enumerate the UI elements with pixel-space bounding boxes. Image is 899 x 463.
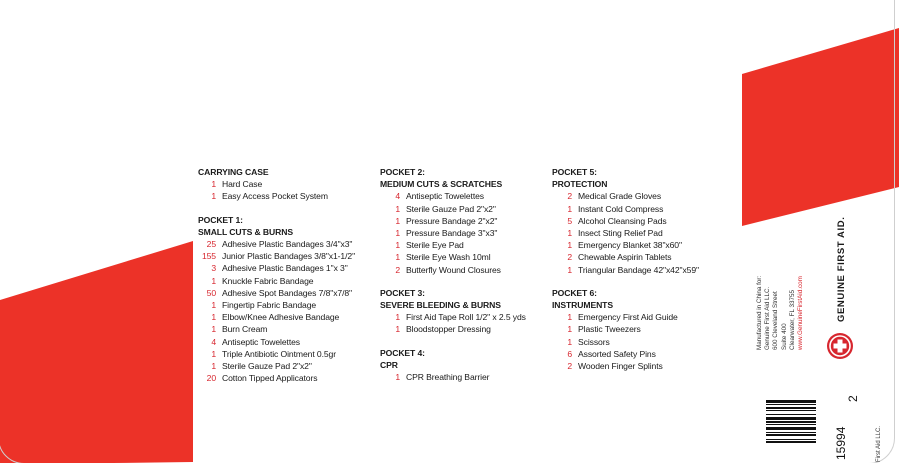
barcode-bar: [766, 439, 816, 440]
list-item: [198, 287, 378, 299]
item-description: Emergency First Aid Guide: [578, 312, 678, 323]
barcode-bar: [766, 441, 816, 443]
item-description: Junior Plastic Bandages 3/8"x1-1/2": [222, 251, 356, 262]
item-description: Sterile Gauze Pad 2"x2": [406, 203, 496, 214]
item-description: Pressure Bandage 3"x3": [406, 228, 498, 239]
item-description: Burn Cream: [222, 324, 268, 335]
item-quantity: 1: [567, 336, 572, 347]
list-item: [552, 311, 742, 323]
item-description: Triangular Bandage 42"x42"x59": [578, 264, 699, 275]
item-description: Adhesive Plastic Bandages 3/4"x3": [222, 239, 353, 250]
section-heading: POCKET 2:: [380, 167, 425, 177]
section-heading: POCKET 4:: [380, 347, 425, 358]
barcode-bar: [766, 410, 816, 411]
barcode-bar: [766, 404, 816, 405]
item-quantity: 1: [395, 240, 400, 251]
list-item: [198, 178, 378, 190]
item-quantity: 1: [395, 372, 400, 383]
item-description: Fingertip Fabric Bandage: [222, 300, 317, 311]
barcode-bar: [766, 407, 816, 409]
item-description: Pressure Bandage 2"x2": [406, 215, 498, 226]
item-description: Antiseptic Towelettes: [406, 191, 484, 202]
item-quantity: 155: [201, 251, 216, 262]
item-description: Triple Antibiotic Ointment 0.5gr: [222, 348, 336, 359]
list-item: [552, 251, 742, 263]
barcode: [766, 398, 816, 458]
item-quantity: 1: [211, 179, 216, 190]
barcode-bar: [766, 427, 816, 430]
item-description: Adhesive Plastic Bandages 1"x 3": [222, 263, 348, 274]
item-description: Butterfly Wound Closures: [406, 264, 501, 275]
item-description: Knuckle Fabric Bandage: [222, 275, 314, 286]
item-quantity: 1: [395, 228, 400, 239]
item-quantity: 1: [211, 300, 216, 311]
barcode-bar: [766, 424, 816, 425]
section-heading: POCKET 6:: [552, 287, 597, 298]
manufacturer-line: 600 Cleveland Street: [772, 291, 780, 350]
barcode-bar: [766, 432, 816, 433]
list-item: [380, 251, 550, 263]
manufacturer-line: Suite 400: [780, 323, 788, 350]
contents-section: [380, 287, 550, 336]
item-quantity: 1: [567, 240, 572, 251]
item-description: Chewable Aspirin Tablets: [578, 252, 672, 263]
item-description: First Aid Tape Roll 1/2" x 2.5 yds: [406, 312, 526, 323]
list-item: [380, 264, 550, 276]
list-item: [198, 336, 378, 348]
item-quantity: 4: [395, 191, 400, 202]
barcode-bar: [766, 434, 816, 436]
brand-name: GENUINE FIRST AID.: [836, 216, 847, 322]
barcode-bar: [766, 421, 816, 423]
item-quantity: 1: [395, 312, 400, 323]
item-quantity: 2: [567, 191, 572, 202]
list-item: [198, 238, 378, 250]
list-item: [198, 323, 378, 335]
section-heading: POCKET 5:: [552, 167, 597, 177]
barcode-bar: [766, 414, 816, 415]
list-item: [198, 348, 378, 360]
section-heading: PROTECTION: [552, 179, 608, 190]
item-quantity: 1: [567, 228, 572, 239]
manufacturer-info: [756, 220, 816, 350]
list-item: [552, 215, 742, 227]
barcode-bar: [766, 417, 816, 420]
item-quantity: 1: [211, 348, 216, 359]
item-description: Sterile Eye Wash 10ml: [406, 252, 491, 263]
list-item: [380, 190, 550, 202]
item-quantity: 1: [567, 324, 572, 335]
barcode-bar: [766, 400, 816, 403]
section-heading: CPR: [380, 359, 398, 370]
contents-section: [552, 166, 742, 276]
list-item: [552, 336, 742, 348]
item-description: Sterile Gauze Pad 2"x2": [222, 361, 312, 372]
section-heading: CARRYING CASE: [198, 167, 269, 177]
contents-column: [552, 166, 742, 383]
manufacturer-url: www.GenuineFirstAid.com: [797, 276, 805, 350]
contents-section: [552, 287, 742, 372]
item-quantity: 20: [206, 373, 216, 384]
contents-section: [198, 214, 378, 385]
item-quantity: 1: [567, 203, 572, 214]
item-description: Scissors: [578, 336, 610, 347]
item-quantity: 2: [567, 361, 572, 372]
item-description: Medical Grade Gloves: [578, 191, 662, 202]
item-description: Sterile Eye Pad: [406, 240, 464, 251]
item-quantity: 1: [395, 252, 400, 263]
item-description: Wooden Finger Splints: [578, 361, 663, 372]
list-item: [198, 250, 378, 262]
item-quantity: 2: [567, 252, 572, 263]
list-item: [552, 323, 742, 335]
list-item: [380, 311, 550, 323]
contents-section: [380, 166, 550, 276]
item-quantity: 1: [211, 312, 216, 323]
item-quantity: 6: [567, 348, 572, 359]
contents-section: [198, 166, 378, 203]
item-description: Emergency Blanket 38"x60": [578, 240, 682, 251]
list-item: [380, 239, 550, 251]
item-description: Elbow/Knee Adhesive Bandage: [222, 312, 340, 323]
item-quantity: 1: [211, 191, 216, 202]
section-heading: SEVERE BLEEDING & BURNS: [380, 300, 501, 311]
item-description: Alcohol Cleansing Pads: [578, 215, 667, 226]
item-description: Assorted Safety Pins: [578, 348, 656, 359]
list-item: [198, 190, 378, 202]
item-description: Antiseptic Towelettes: [222, 336, 300, 347]
item-description: Insect Sting Relief Pad: [578, 228, 663, 239]
list-item: [380, 215, 550, 227]
barcode-check-digit: 2: [846, 395, 860, 402]
list-item: [380, 371, 550, 383]
item-description: Hard Case: [222, 179, 263, 190]
item-description: Easy Access Pocket System: [222, 191, 328, 202]
item-quantity: 50: [206, 287, 216, 298]
list-item: [380, 227, 550, 239]
section-heading: POCKET 1:: [198, 214, 243, 225]
list-item: [380, 203, 550, 215]
list-item: [198, 262, 378, 274]
list-item: [198, 360, 378, 372]
list-item: [552, 239, 742, 251]
item-quantity: 4: [211, 336, 216, 347]
item-description: Bloodstopper Dressing: [406, 324, 491, 335]
item-description: Plastic Tweezers: [578, 324, 641, 335]
list-item: [198, 311, 378, 323]
item-quantity: 3: [211, 263, 216, 274]
item-quantity: 5: [567, 215, 572, 226]
item-quantity: 25: [206, 239, 216, 250]
list-item: [552, 203, 742, 215]
contents-column: [380, 166, 550, 394]
list-item: [198, 372, 378, 384]
section-heading: POCKET 3:: [380, 287, 425, 298]
item-quantity: 1: [395, 215, 400, 226]
list-item: [198, 275, 378, 287]
section-heading: SMALL CUTS & BURNS: [198, 226, 293, 237]
section-heading: MEDIUM CUTS & SCRATCHES: [380, 179, 503, 190]
item-description: CPR Breathing Barrier: [406, 372, 490, 383]
list-item: [552, 348, 742, 360]
list-item: [552, 264, 742, 276]
item-quantity: 1: [395, 203, 400, 214]
manufacturer-line: Clearwater, FL 33755: [788, 290, 796, 350]
list-item: [380, 323, 550, 335]
manufacturer-line: Manufactured in China for:: [756, 275, 763, 350]
item-description: Cotton Tipped Applicators: [222, 373, 318, 384]
cross-in-circle-icon: [827, 333, 853, 359]
item-quantity: 1: [211, 324, 216, 335]
list-item: [198, 299, 378, 311]
item-description: Adhesive Spot Bandages 7/8"x7/8": [222, 287, 352, 298]
item-description: Instant Cold Compress: [578, 203, 664, 214]
item-quantity: 1: [395, 324, 400, 335]
list-item: [552, 360, 742, 372]
contents-section: [380, 347, 550, 384]
item-quantity: 1: [211, 275, 216, 286]
section-heading: INSTRUMENTS: [552, 300, 613, 311]
footer-company: First Aid LLC.: [876, 425, 882, 462]
barcode-number: 15994: [834, 426, 848, 460]
contents-column: [198, 166, 378, 395]
item-quantity: 1: [211, 361, 216, 372]
item-quantity: 2: [395, 264, 400, 275]
manufacturer-line: Genuine First Aid LLC.: [764, 286, 772, 350]
item-quantity: 1: [567, 312, 572, 323]
list-item: [552, 227, 742, 239]
list-item: [552, 190, 742, 202]
item-quantity: 1: [567, 264, 572, 275]
